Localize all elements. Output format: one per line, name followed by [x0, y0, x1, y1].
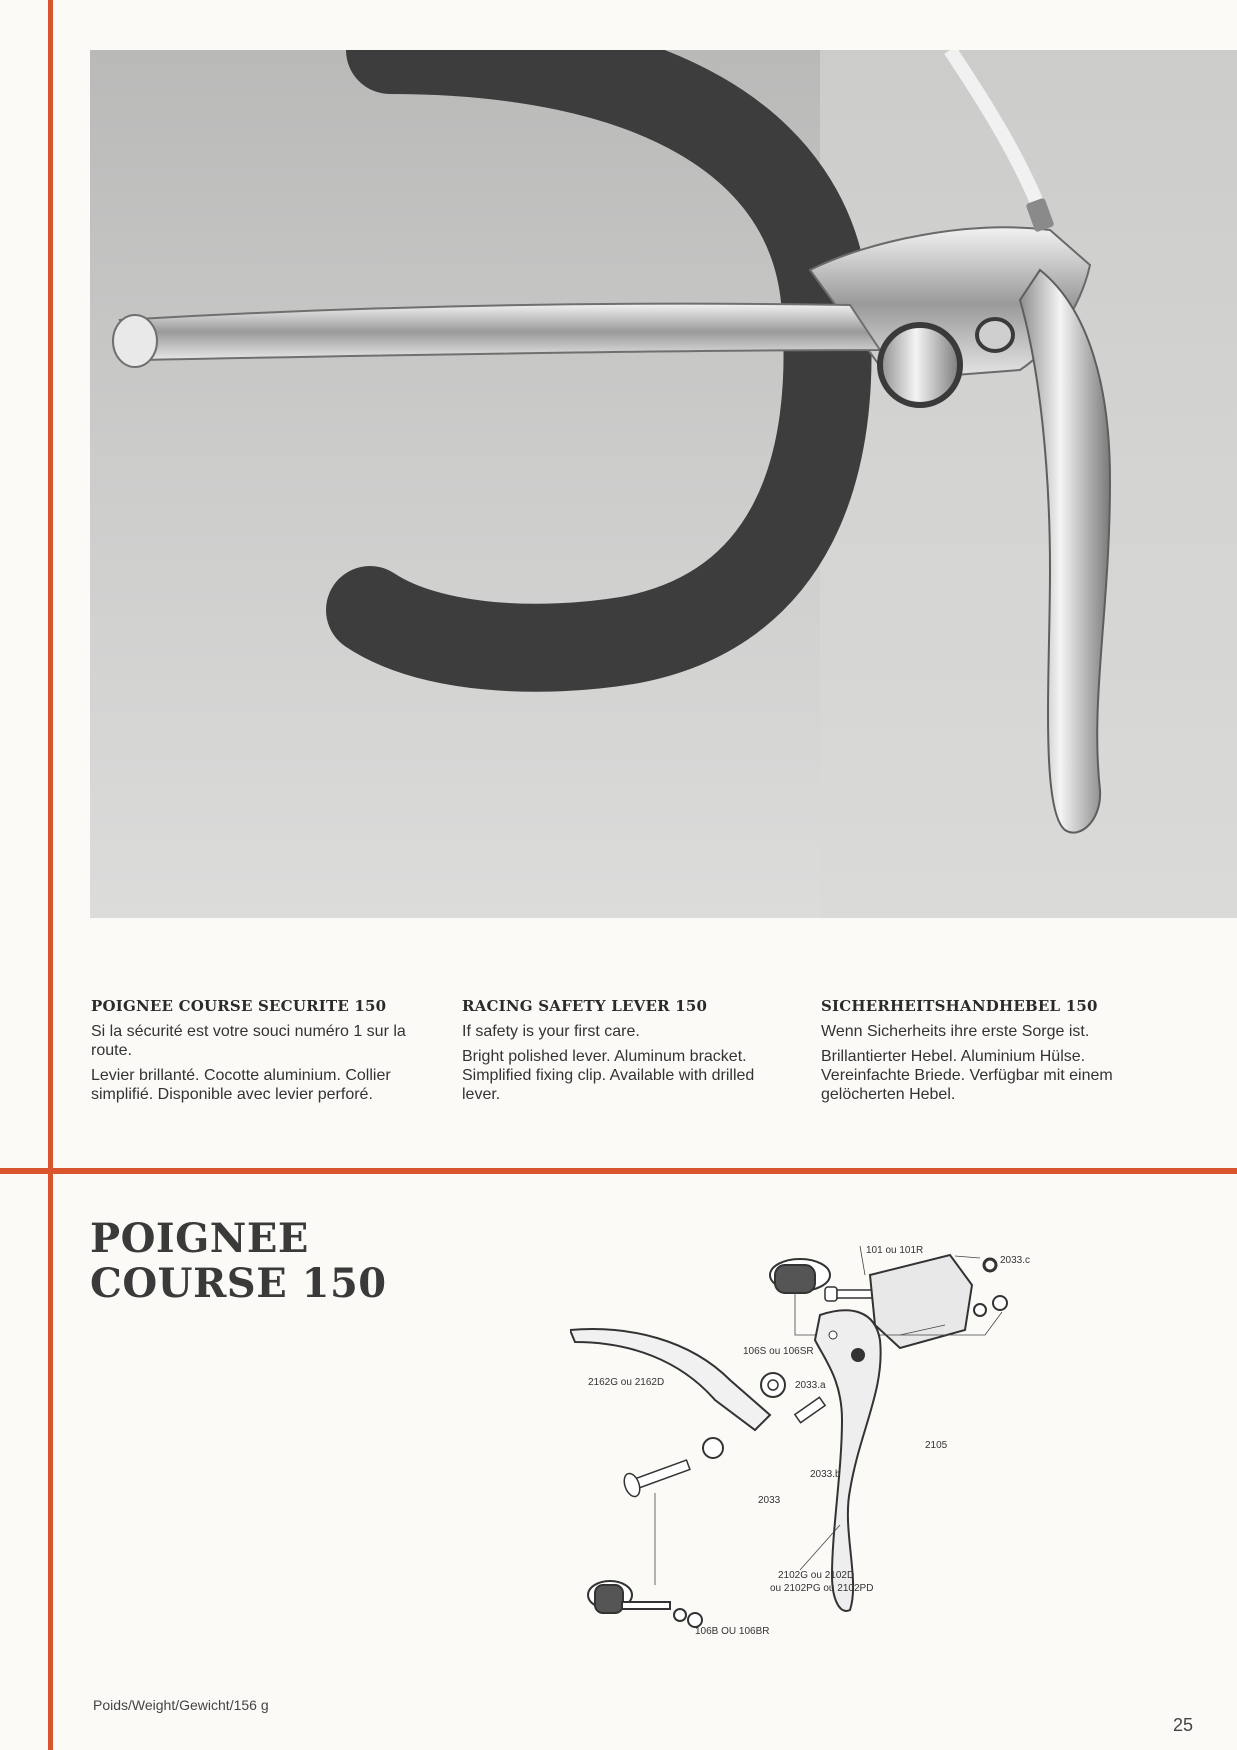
- french-heading: POIGNEE COURSE SECURITE 150: [91, 997, 387, 1015]
- product-photo: [90, 50, 1237, 918]
- section-title: [90, 1216, 387, 1306]
- description-french: [91, 997, 421, 1110]
- section-divider-rule: [0, 1168, 1237, 1174]
- vertical-lever-part-icon: [815, 1310, 881, 1611]
- description-english: [462, 997, 792, 1110]
- page-number: 25: [1173, 1715, 1194, 1735]
- label-2033b: 2033.b: [810, 1469, 841, 1480]
- bracket-part-icon: [870, 1255, 972, 1348]
- section-title-line-1: POIGNEE: [90, 1215, 309, 1262]
- french-paragraph-2: Levier brillanté. Cocotte aluminium. Collier simplifié. Disponible avec levier perforé.: [91, 1067, 391, 1103]
- label-2105: 2105: [925, 1440, 948, 1451]
- english-paragraph-1: If safety is your first care.: [462, 1023, 640, 1040]
- brake-lever-illustration: [90, 50, 1237, 918]
- label-2033a: 2033.a: [795, 1380, 826, 1391]
- label-2033c: 2033.c: [1000, 1255, 1031, 1266]
- label-2102-line-1: 2102G ou 2102D: [778, 1570, 855, 1581]
- german-paragraph-2: Brillantierter Hebel. Aluminium Hülse. Vereinfachte Briede. Verfügbar mit einem gelöcherten Hebel.: [821, 1048, 1113, 1103]
- english-paragraph-2: Bright polished lever. Aluminum bracket. Simplified fixing clip. Available with drilled lever.: [462, 1048, 755, 1103]
- weight-note: Poids/Weight/Gewicht/156 g: [93, 1697, 269, 1713]
- pivot-pin-icon: [621, 1460, 690, 1499]
- exploded-parts-diagram: [570, 1230, 1110, 1650]
- left-accent-rule: [48, 0, 53, 1750]
- label-2033: 2033: [758, 1495, 781, 1506]
- fitting-2105-icon: [795, 1397, 825, 1422]
- label-106b: 106B OU 106BR: [695, 1626, 770, 1637]
- german-heading: SICHERHEITSHANDHEBEL 150: [821, 997, 1098, 1015]
- description-german: [821, 997, 1151, 1110]
- english-heading: RACING SAFETY LEVER 150: [462, 997, 708, 1015]
- label-106s: 106S ou 106SR: [743, 1346, 814, 1357]
- german-paragraph-1: Wenn Sicherheits ihre erste Sorge ist.: [821, 1023, 1090, 1040]
- label-2102-line-2: ou 2102PG ou 2102PD: [770, 1583, 874, 1594]
- label-101: 101 ou 101R: [866, 1245, 924, 1256]
- french-paragraph-1: Si la sécurité est votre souci numéro 1 sur la route.: [91, 1023, 406, 1059]
- label-2162: 2162G ou 2162D: [588, 1377, 665, 1388]
- clamp-part-icon: [770, 1259, 830, 1293]
- section-title-line-2: COURSE 150: [90, 1260, 387, 1307]
- lower-clamp-part-icon: [588, 1581, 702, 1627]
